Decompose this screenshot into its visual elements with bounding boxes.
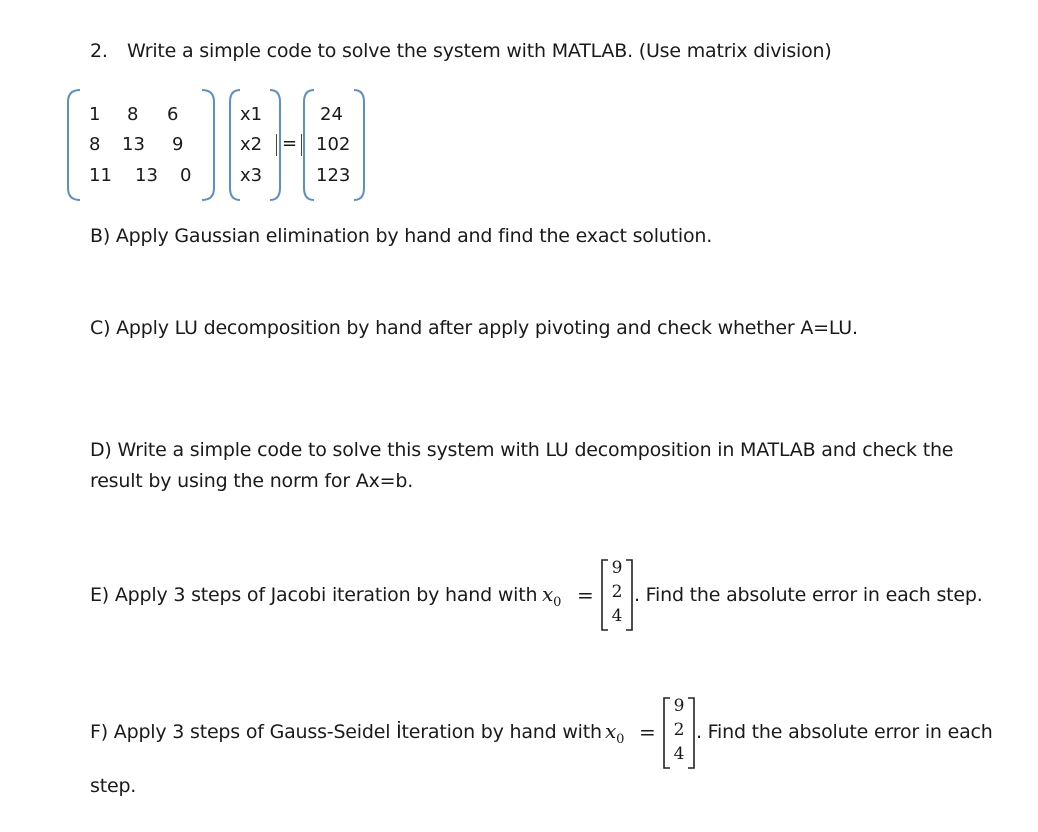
part-f-v3: 4: [673, 744, 685, 764]
a-22: 13: [122, 134, 145, 155]
part-e-v2: 2: [611, 582, 623, 602]
x-3: x3: [240, 165, 263, 186]
part-d-line-2: result by using the norm for Ax=b.: [90, 470, 414, 492]
part-e-x0: [542, 582, 561, 610]
x0-symbol: x: [542, 582, 554, 606]
part-f-text: F) Apply 3 steps of Gauss-Seidel İteration by hand with: [90, 721, 602, 743]
b-3: 123: [316, 165, 351, 186]
part-e-tail: . Find the absolute error in each step.: [634, 584, 983, 606]
part-f-v1: 9: [673, 696, 685, 716]
b-2: 102: [316, 134, 351, 155]
x0-subscript: 0: [553, 595, 562, 610]
a-23: 9: [172, 134, 184, 155]
part-d-line-1: D) Write a simple code to solve this system with LU decomposition in MATLAB and check the: [90, 439, 954, 461]
part-b: B) Apply Gaussian elimination by hand and find the exact solution.: [90, 225, 713, 247]
equals-divider-left: [276, 134, 277, 156]
question-number: 2.: [90, 40, 108, 62]
part-c: C) Apply LU decomposition by hand after apply pivoting and check whether A=LU.: [90, 317, 858, 339]
part-e-v1: 9: [611, 558, 623, 578]
b-1: 24: [320, 104, 343, 125]
part-f-x0: [605, 719, 624, 747]
a-11: 1: [89, 104, 101, 125]
a-31: 11: [89, 165, 112, 186]
part-f-line-2: step.: [90, 775, 137, 797]
a-13: 6: [167, 104, 179, 125]
a-21: 8: [89, 134, 101, 155]
part-f-equals: =: [639, 720, 656, 744]
x0-symbol: x: [605, 719, 617, 743]
part-e-text: E) Apply 3 steps of Jacobi iteration by hand with: [90, 584, 538, 606]
x0-subscript: 0: [616, 732, 625, 747]
x-2: x2: [240, 134, 263, 155]
system-equals-sign: =: [282, 133, 298, 154]
part-e-v3: 4: [611, 606, 623, 626]
question-prompt: Write a simple code to solve the system with MATLAB. (Use matrix division): [127, 40, 832, 62]
part-f-tail: . Find the absolute error in each: [696, 721, 993, 743]
part-f-v2: 2: [673, 720, 685, 740]
x-1: x1: [240, 104, 263, 125]
a-32: 13: [135, 165, 158, 186]
part-e-equals: =: [577, 583, 594, 607]
a-12: 8: [127, 104, 139, 125]
a-33: 0: [180, 165, 192, 186]
